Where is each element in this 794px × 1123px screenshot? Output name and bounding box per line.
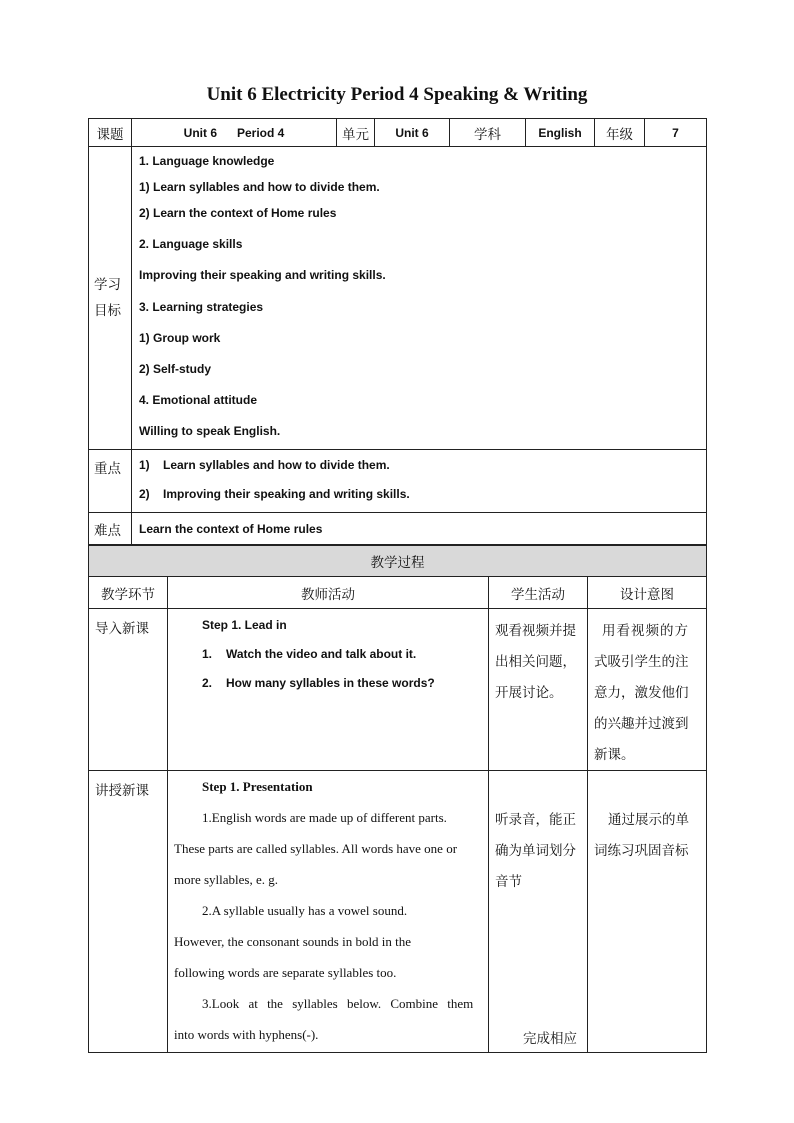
design-intent-cell	[588, 609, 707, 771]
difficult-points-text: Learn the context of Home rules	[132, 513, 707, 545]
paragraph-line: 1.English words are made up of different parts.	[202, 810, 447, 825]
objective-line: Willing to speak English.	[139, 424, 281, 438]
design-line: 词练习巩固音标	[594, 843, 689, 858]
student-line: 听录音，能正	[495, 812, 576, 827]
subject-label: 学科	[450, 119, 526, 147]
column-header-stage: 教学环节	[89, 577, 168, 609]
column-header-design: 设计意图	[588, 577, 707, 609]
list-item-number: 1.	[202, 647, 213, 661]
key-point-item	[139, 450, 706, 472]
difficult-points-row	[89, 513, 707, 545]
paragraph-line: 2.A syllable usually has a vowel sound.	[202, 903, 408, 918]
student-activity-cell	[489, 609, 588, 771]
header-row	[89, 119, 707, 147]
lesson-info-table	[88, 118, 707, 545]
objective-line: Improving their speaking and writing skills.	[139, 268, 386, 282]
teaching-process-table	[88, 545, 707, 1053]
objectives-content	[132, 147, 707, 450]
design-line: 通过展示的单	[608, 812, 689, 827]
design-line: 新课。	[594, 747, 635, 762]
objective-line: 1. Language knowledge	[139, 154, 275, 168]
objectives-row	[89, 147, 707, 450]
list-item	[202, 661, 488, 690]
difficult-points-label: 难点	[89, 513, 132, 545]
objective-line: 4. Emotional attitude	[139, 393, 258, 407]
teacher-activity-cell	[168, 771, 489, 1053]
key-point-item	[139, 472, 706, 501]
paragraph-line: These parts are called syllables. All words have one or	[174, 841, 458, 856]
key-point-number: 1)	[139, 458, 150, 472]
list-item-text: How many syllables in these words?	[226, 676, 435, 690]
stage-cell: 导入新课	[89, 609, 168, 771]
column-header-student: 学生活动	[489, 577, 588, 609]
paragraph-line: more syllables, e. g.	[174, 872, 278, 887]
objectives-label	[89, 147, 132, 450]
paragraph-line: 3.Look at the syllables below. Combine them	[202, 996, 474, 1011]
teacher-activity-cell	[168, 609, 489, 771]
student-line: 开展讨论。	[495, 685, 563, 700]
objectives-label-line1: 学习	[94, 277, 121, 292]
subject-value: English	[526, 119, 595, 147]
design-line: 式吸引学生的注	[594, 654, 689, 669]
page-title: Unit 6 Electricity Period 4 Speaking & Writing	[206, 84, 588, 105]
objective-line: 2. Language skills	[139, 237, 243, 251]
process-row-presentation	[89, 771, 707, 1053]
design-line: 用看视频的方	[602, 623, 689, 638]
key-point-text: Learn syllables and how to divide them.	[163, 458, 390, 472]
student-activity-cell	[489, 771, 588, 1053]
paragraph-line: into words with hyphens(-).	[174, 1027, 319, 1042]
objectives-label-line2: 目标	[94, 303, 121, 318]
step-heading: Step 1. Lead in	[202, 618, 287, 632]
key-point-text: Improving their speaking and writing skills.	[163, 487, 410, 501]
paragraph-line: following words are separate syllables too.	[174, 965, 397, 980]
list-item	[202, 632, 488, 661]
column-header-teacher: 教师活动	[168, 577, 489, 609]
objective-line: 1) Learn syllables and how to divide them.	[139, 180, 380, 194]
design-line: 的兴趣并过渡到	[594, 716, 689, 731]
process-header-row	[89, 577, 707, 609]
key-point-number: 2)	[139, 487, 150, 501]
student-line: 观看视频并提	[495, 623, 576, 638]
step-heading: Step 1. Presentation	[202, 779, 313, 794]
objective-line: 2) Learn the context of Home rules	[139, 206, 337, 220]
topic-label: 课题	[89, 119, 132, 147]
grade-value: 7	[645, 119, 707, 147]
key-points-content	[132, 450, 707, 513]
key-points-label: 重点	[89, 450, 132, 513]
topic-value: Unit 6 Period 4	[132, 119, 337, 147]
objective-line: 2) Self-study	[139, 362, 212, 376]
design-line: 意力，激发他们	[594, 685, 689, 700]
process-row-lead-in	[89, 609, 707, 771]
list-item-number: 2.	[202, 676, 213, 690]
process-section-title: 教学过程	[89, 546, 707, 577]
objective-line: 1) Group work	[139, 331, 221, 345]
grade-label: 年级	[595, 119, 645, 147]
student-line: 音节	[495, 874, 522, 889]
student-line: 确为单词划分	[495, 843, 576, 858]
process-title-row	[89, 546, 707, 577]
unit-label: 单元	[337, 119, 375, 147]
design-intent-cell	[588, 771, 707, 1053]
unit-value: Unit 6	[375, 119, 450, 147]
key-points-row	[89, 450, 707, 513]
stage-cell: 讲授新课	[89, 771, 168, 1053]
paragraph-line: However, the consonant sounds in bold in the	[174, 934, 412, 949]
student-line: 出相关问题，	[495, 654, 576, 669]
student-line: 完成相应	[523, 1031, 577, 1046]
objective-line: 3. Learning strategies	[139, 300, 264, 314]
list-item-text: Watch the video and talk about it.	[226, 647, 417, 661]
